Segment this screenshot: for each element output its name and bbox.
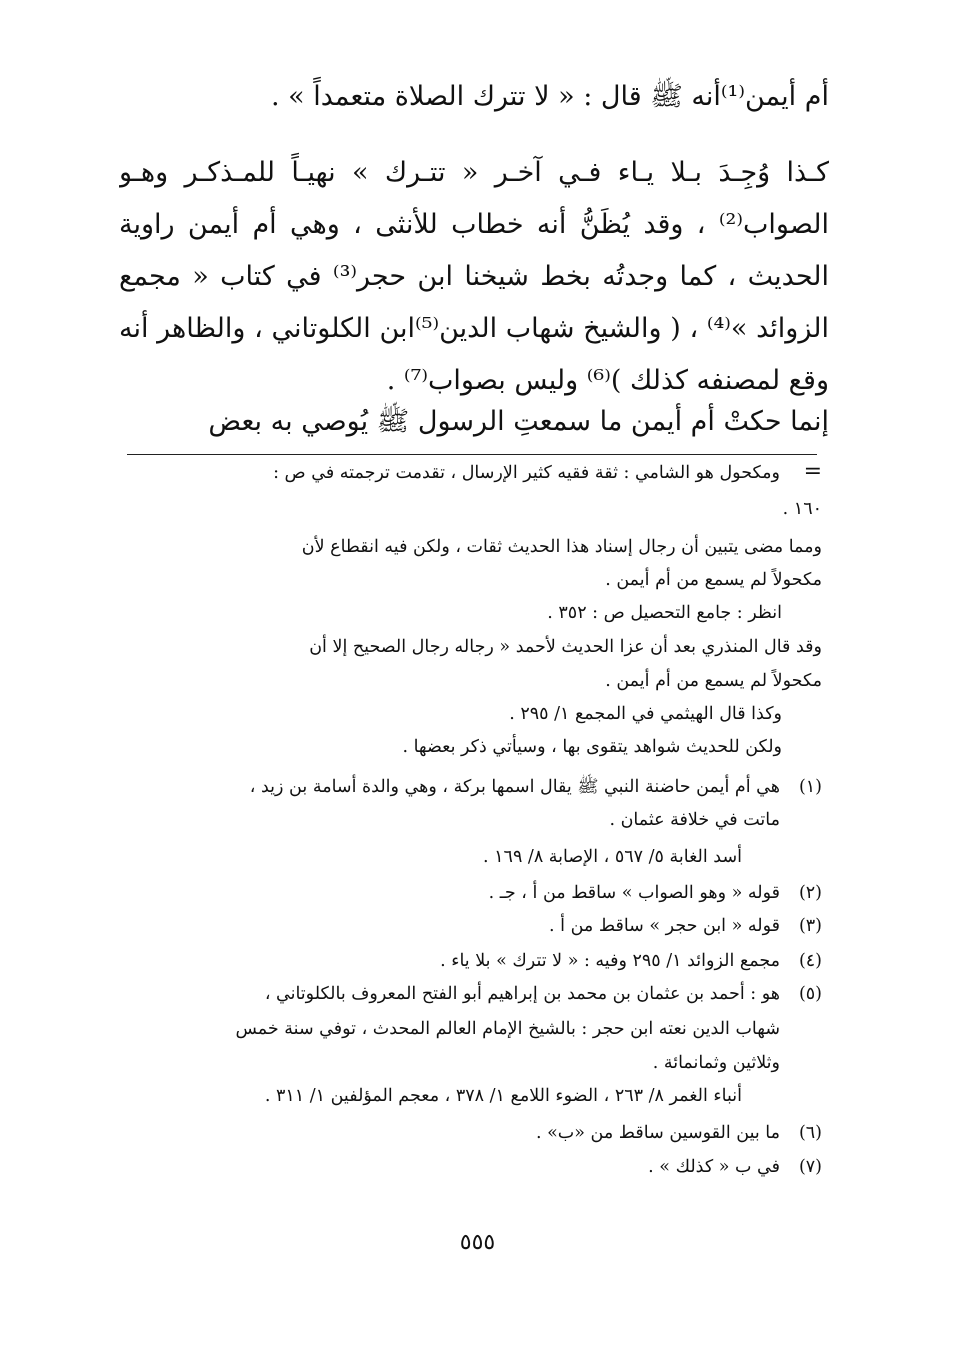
main-text-bottom-line: إنما حكتْ أم أيمن ما سمعتِ الرسول ﷺ يُوصي به بعض [208,406,829,437]
footnote-number: (٣) [798,916,822,936]
footnote-line [122,598,822,632]
footnote-numbered-line [122,772,822,806]
footnote-text: قوله « وهو الصواب » ساقط من أ ، جـ . [488,883,780,903]
footnote-text: ما بين القوسين ساقط من «ب» . [535,1123,780,1143]
footnote-text: ومما مضى يتبين أن رجال إسناد هذا الحديث ثقات ، ولكن فيه انقطاع لأن [301,537,822,557]
paragraph-line: كـذا وُجِـدَ بـلا يـاء فـي آخـر « تتـرك » نهيـاً للمـذكـر وهـو [119,157,829,188]
continuation-symbol: = [803,459,822,484]
footnote-line [122,842,822,876]
footnote-text: ١٦٠ . [782,499,822,519]
footnote-line [122,699,822,733]
footnote-line [122,632,822,666]
footnote-number: (٥) [798,984,822,1004]
footnote-text: أسد الغابة ٥/ ٥٦٧ ، الإصابة ٨/ ١٦٩ . [483,847,742,867]
footnote-numbered-line [122,946,822,980]
footnote-line [122,732,822,766]
main-paragraph [119,147,829,407]
footnote-number: (٤) [798,951,822,971]
footnote-text: مكحولاً لم يسمع من أم أيمن . [605,671,822,691]
footnote-text: شهاب الدين نعته ابن حجر : بالشيخ الإمام العالم المحدث ، توفي سنة خمس [235,1019,780,1039]
footnote-text: أنباء الغمر ٨/ ٢٦٣ ، الضوء اللامع ١/ ٣٧٨ ، معجم المؤلفين ١/ ٣١١ . [264,1086,742,1106]
footnote-numbered-line [122,1152,822,1186]
paragraph-line: وقع لمصنفه كذلك )⁽⁶⁾ وليس بصواب⁽⁷⁾ . [386,365,829,396]
footnote-numbered-line [122,1118,822,1152]
footnote-text: هي أم أيمن حاضنة النبي ﷺ يقال اسمها بركة ، وهي والدة أسامة بن زيد ، [249,777,780,797]
footnote-text: ماتت في خلافة عثمان . [609,810,780,830]
footnote-number: (٧) [798,1157,822,1177]
footnote-number: (١) [798,777,822,797]
footnote-separator [127,454,817,455]
footnote-numbered-line [122,979,822,1013]
footnote-text: في ب « كذلك » . [648,1157,780,1177]
footnote-line [122,1048,822,1082]
footnote-line [122,494,822,528]
footnote-line [122,1014,822,1048]
paragraph-line: الحديث ، كما وجدتُه بخط شيخنا ابن حجر⁽³⁾ في كتاب « مجمع [119,261,829,292]
footnote-text: انظر : جامع التحصيل ص : ٣٥٢ . [547,603,782,623]
footnote-numbered-line [122,911,822,945]
footnote-numbered-line [122,878,822,912]
footnote-text: مجمع الزوائد ١/ ٢٩٥ وفيه : « لا تترك » بلا ياء . [440,951,780,971]
footnote-number: (٢) [798,883,822,903]
main-text-top-line: أم أيمن⁽¹⁾أنه ﷺ قال : « لا تترك الصلاة متعمداً » . [270,81,829,112]
paragraph-line: الصواب⁽²⁾ ، وقد يُظَنُّ أنه خطاب للأنثى ، وهي أم أيمن راوية [119,209,829,240]
footnote-text: وقد قال المنذري بعد أن عزا الحديث لأحمد « رجاله رجال الصحيح إلا أن [309,637,822,657]
footnote-line [122,458,822,492]
footnote-number: (٦) [798,1123,822,1143]
footnote-text: وثلاثين وثمانمائة . [652,1053,780,1073]
footnote-line [122,565,822,599]
footnote-text: ولكن للحديث شواهد يتقوى بها ، وسيأتي ذكر بعضها . [402,737,782,757]
footnote-text: وكذا قال الهيثمي في المجمع ١/ ٢٩٥ . [509,704,782,724]
footnote-line [122,1081,822,1115]
page-number: ٥٥٥ [459,1230,496,1255]
footnote-line [122,532,822,566]
footnote-line [122,805,822,839]
paragraph-line: الزوائد »⁽⁴⁾ ، ( والشيخ شهاب الدين⁽⁵⁾ابن الكلوتاني ، والظاهر أنه [119,313,829,344]
footnote-line [122,666,822,700]
footnote-text: ومكحول هو الشامي : ثقة فقيه كثير الإرسال ، تقدمت ترجمته في ص : [273,463,780,483]
footnote-text: قوله « ابن حجر » ساقط من أ . [549,916,780,936]
footnote-text: مكحولاً لم يسمع من أم أيمن . [605,570,822,590]
footnote-text: هو : أحمد بن عثمان بن محمد بن إبراهيم أبو الفتح المعروف بالكلوتاني ، [264,984,780,1004]
